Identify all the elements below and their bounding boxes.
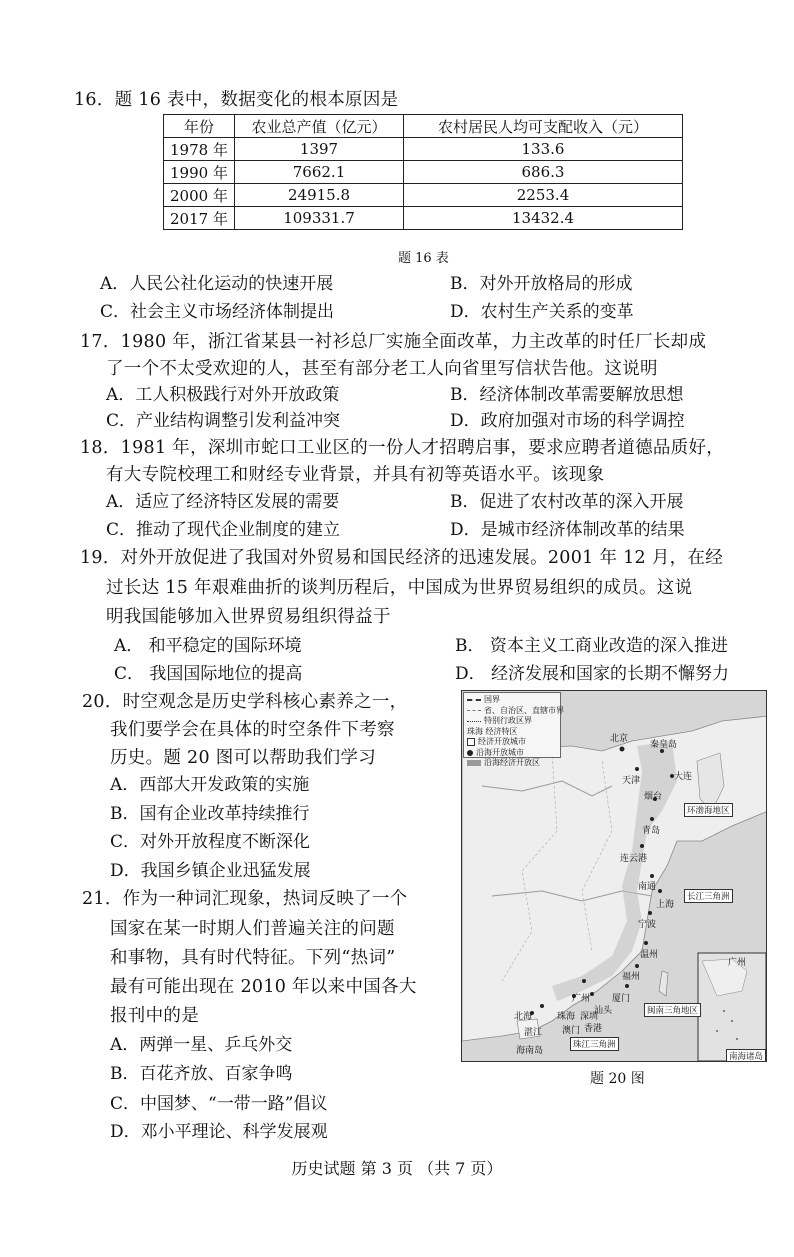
legend-label: 珠海 经济特区 [467, 726, 518, 736]
table-cell: 13432.4 [404, 207, 683, 230]
table-cell: 1397 [235, 138, 404, 161]
table-header-row [164, 115, 683, 138]
q19-option-d: D． 经济发展和国家的长期不懈努力 [455, 664, 730, 684]
q18-option-b: B．促进了农村改革的深入开展 [450, 492, 684, 512]
q19-stem-line-3: 明我国能够加入世界贸易组织得益于 [106, 607, 391, 627]
map-label-city: 香港 [584, 1024, 603, 1034]
q20-map-caption: 题 20 图 [590, 1071, 645, 1087]
table-row [164, 161, 683, 184]
map-label-city: 青岛 [642, 826, 661, 836]
q16-table-caption: 题 16 表 [398, 251, 449, 266]
q20-option-c: C．对外开放程度不断深化 [110, 832, 311, 852]
map-label-city: 深圳 [580, 1012, 599, 1022]
legend-label: 沿海开放城市 [476, 747, 524, 757]
q20-map-figure [461, 690, 767, 1062]
map-label-city: 福州 [622, 972, 641, 982]
map-label-city: 连云港 [620, 854, 648, 864]
q18-option-d: D．是城市经济体制改革的结果 [450, 520, 685, 540]
table-cell: 2253.4 [404, 184, 683, 207]
q19-stem-line-2: 过长达 15 年艰难曲折的谈判历程后，中国成为世界贸易组织的成员。这说 [106, 578, 693, 598]
map-label-city: 澳门 [562, 1026, 581, 1036]
map-label-city: 广州 [572, 994, 591, 1004]
q18-option-c: C．推动了现代企业制度的建立 [106, 520, 341, 540]
legend-item [467, 705, 564, 717]
page-footer: 历史试题 第 3 页 （共 7 页） [291, 1159, 503, 1178]
table-row [164, 138, 683, 161]
table-cell: 1990 年 [164, 161, 235, 184]
q20-option-a: A．西部大开发政策的实施 [110, 775, 310, 795]
q17-stem-line-1: 17．1980 年，浙江省某县一衬衫总厂实施全面改革，力主改革的时任厂长却成 [80, 332, 707, 352]
q16-option-c: C．社会主义市场经济体制提出 [100, 302, 335, 322]
q17-option-a: A．工人积极践行对外开放政策 [106, 385, 340, 405]
q17-option-c: C．产业结构调整引发利益冲突 [106, 411, 341, 431]
q21-stem-line-3: 和事物，具有时代特征。下列“热词” [110, 948, 396, 968]
q20-stem-line-1: 20．时空观念是历史学科核心素养之一， [82, 692, 408, 712]
map-label-city: 大连 [674, 772, 693, 782]
legend-item [467, 716, 557, 727]
table-header-cell: 农业总产值（亿元） [235, 115, 404, 138]
q19-stem-line-1: 19．对外开放促进了我国对外贸易和国民经济的迅速发展。2001 年 12 月，在经 [80, 548, 724, 568]
map-legend [463, 692, 564, 767]
q20-stem-line-2: 我们要学会在具体的时空条件下考察 [110, 720, 395, 740]
map-label-city: 北海 [514, 1012, 533, 1022]
map-label-city: 珠海 [557, 1012, 576, 1022]
table-cell: 686.3 [404, 161, 683, 184]
map-label-city: 广州 [728, 958, 747, 968]
map-label-city: 烟台 [644, 792, 663, 802]
table-row [164, 207, 683, 230]
table-cell: 7662.1 [235, 161, 404, 184]
q21-stem-line-2: 国家在某一时期人们普遍关注的问题 [110, 919, 395, 939]
table-header-cell: 农村居民人均可支配收入（元） [404, 115, 683, 138]
q21-stem-line-1: 21．作为一种词汇现象，热词反映了一个 [82, 889, 408, 909]
map-label-city: 湛江 [524, 1028, 543, 1038]
legend-label: 省、自治区、直辖市界 [484, 705, 564, 715]
table-row [164, 184, 683, 207]
map-label-city: 宁波 [638, 920, 657, 930]
q19-option-b: B． 资本主义工商业改造的深入推进 [455, 636, 728, 656]
map-label-region: 闽南三角地区 [644, 1003, 701, 1017]
legend-item [467, 727, 557, 738]
table-cell: 2017 年 [164, 207, 235, 230]
map-label-region: 长江三角洲 [684, 889, 733, 903]
q18-stem-line-2: 有大专院校理工和财经专业背景，并具有初等英语水平。该现象 [106, 465, 605, 485]
q17-option-b: B．经济体制改革需要解放思想 [450, 385, 684, 405]
q20-option-d: D．我国乡镇企业迅猛发展 [110, 861, 311, 881]
q21-option-b: B．百花齐放、百家争鸣 [110, 1064, 293, 1084]
q20-stem-line-3: 历史。题 20 图可以帮助我们学习 [110, 748, 376, 768]
map-label-city: 海南岛 [516, 1046, 544, 1056]
table-cell: 109331.7 [235, 207, 404, 230]
map-label-city: 汕头 [594, 1006, 613, 1016]
q20-option-b: B．国有企业改革持续推行 [110, 804, 310, 824]
legend-item [467, 737, 557, 748]
q18-stem-line-1: 18．1981 年，深圳市蛇口工业区的一份人才招聘启事，要求应聘者道德品质好， [80, 438, 725, 458]
q17-option-d: D．政府加强对市场的科学调控 [450, 411, 685, 431]
map-label-city: 南通 [638, 882, 657, 892]
q16-stem: 16．题 16 表中，数据变化的根本原因是 [74, 90, 399, 110]
legend-label: 国界 [484, 695, 500, 704]
map-label-region: 环渤海地区 [684, 803, 733, 817]
legend-item [467, 695, 557, 706]
q16-option-a: A．人民公社化运动的快速开展 [100, 274, 334, 294]
table-header-cell: 年份 [164, 115, 235, 138]
table-cell: 24915.8 [235, 184, 404, 207]
map-label-city: 秦皇岛 [650, 740, 678, 750]
legend-label: 特别行政区界 [484, 716, 532, 725]
table-cell: 2000 年 [164, 184, 235, 207]
q21-option-d: D．邓小平理论、科学发展观 [110, 1122, 328, 1142]
q18-option-a: A．适应了经济特区发展的需要 [106, 492, 340, 512]
map-label-city: 温州 [640, 950, 659, 960]
q17-stem-line-2: 了一个不太受欢迎的人，甚至有部分老工人向省里写信状告他。这说明 [106, 359, 658, 379]
table-cell: 133.6 [404, 138, 683, 161]
q21-stem-line-5: 报刊中的是 [110, 1006, 199, 1026]
table-cell: 1978 年 [164, 138, 235, 161]
map-label-region: 南海诸岛 [726, 1049, 766, 1062]
legend-item [467, 758, 557, 769]
q19-option-c: C． 我国国际地位的提高 [114, 664, 303, 684]
legend-item [467, 748, 557, 759]
q21-option-c: C．中国梦、“一带一路”倡议 [110, 1094, 328, 1114]
q21-option-a: A．两弹一星、乒乓外交 [110, 1035, 293, 1055]
map-label-city: 北京 [610, 734, 629, 744]
q16-option-d: D．农村生产关系的变革 [450, 302, 634, 322]
map-label-city: 上海 [656, 900, 675, 910]
legend-label: 沿海经济开放区 [484, 758, 540, 767]
legend-label: 经济开放城市 [478, 737, 526, 746]
map-label-region: 珠江三角洲 [570, 1037, 619, 1051]
q21-stem-line-4: 最有可能出现在 2010 年以来中国各大 [110, 977, 417, 997]
map-label-city: 厦门 [612, 994, 631, 1004]
q16-data-table [163, 114, 683, 230]
q16-option-b: B．对外开放格局的形成 [450, 274, 633, 294]
q19-option-a: A． 和平稳定的国际环境 [114, 636, 302, 656]
map-label-city: 天津 [622, 776, 641, 786]
